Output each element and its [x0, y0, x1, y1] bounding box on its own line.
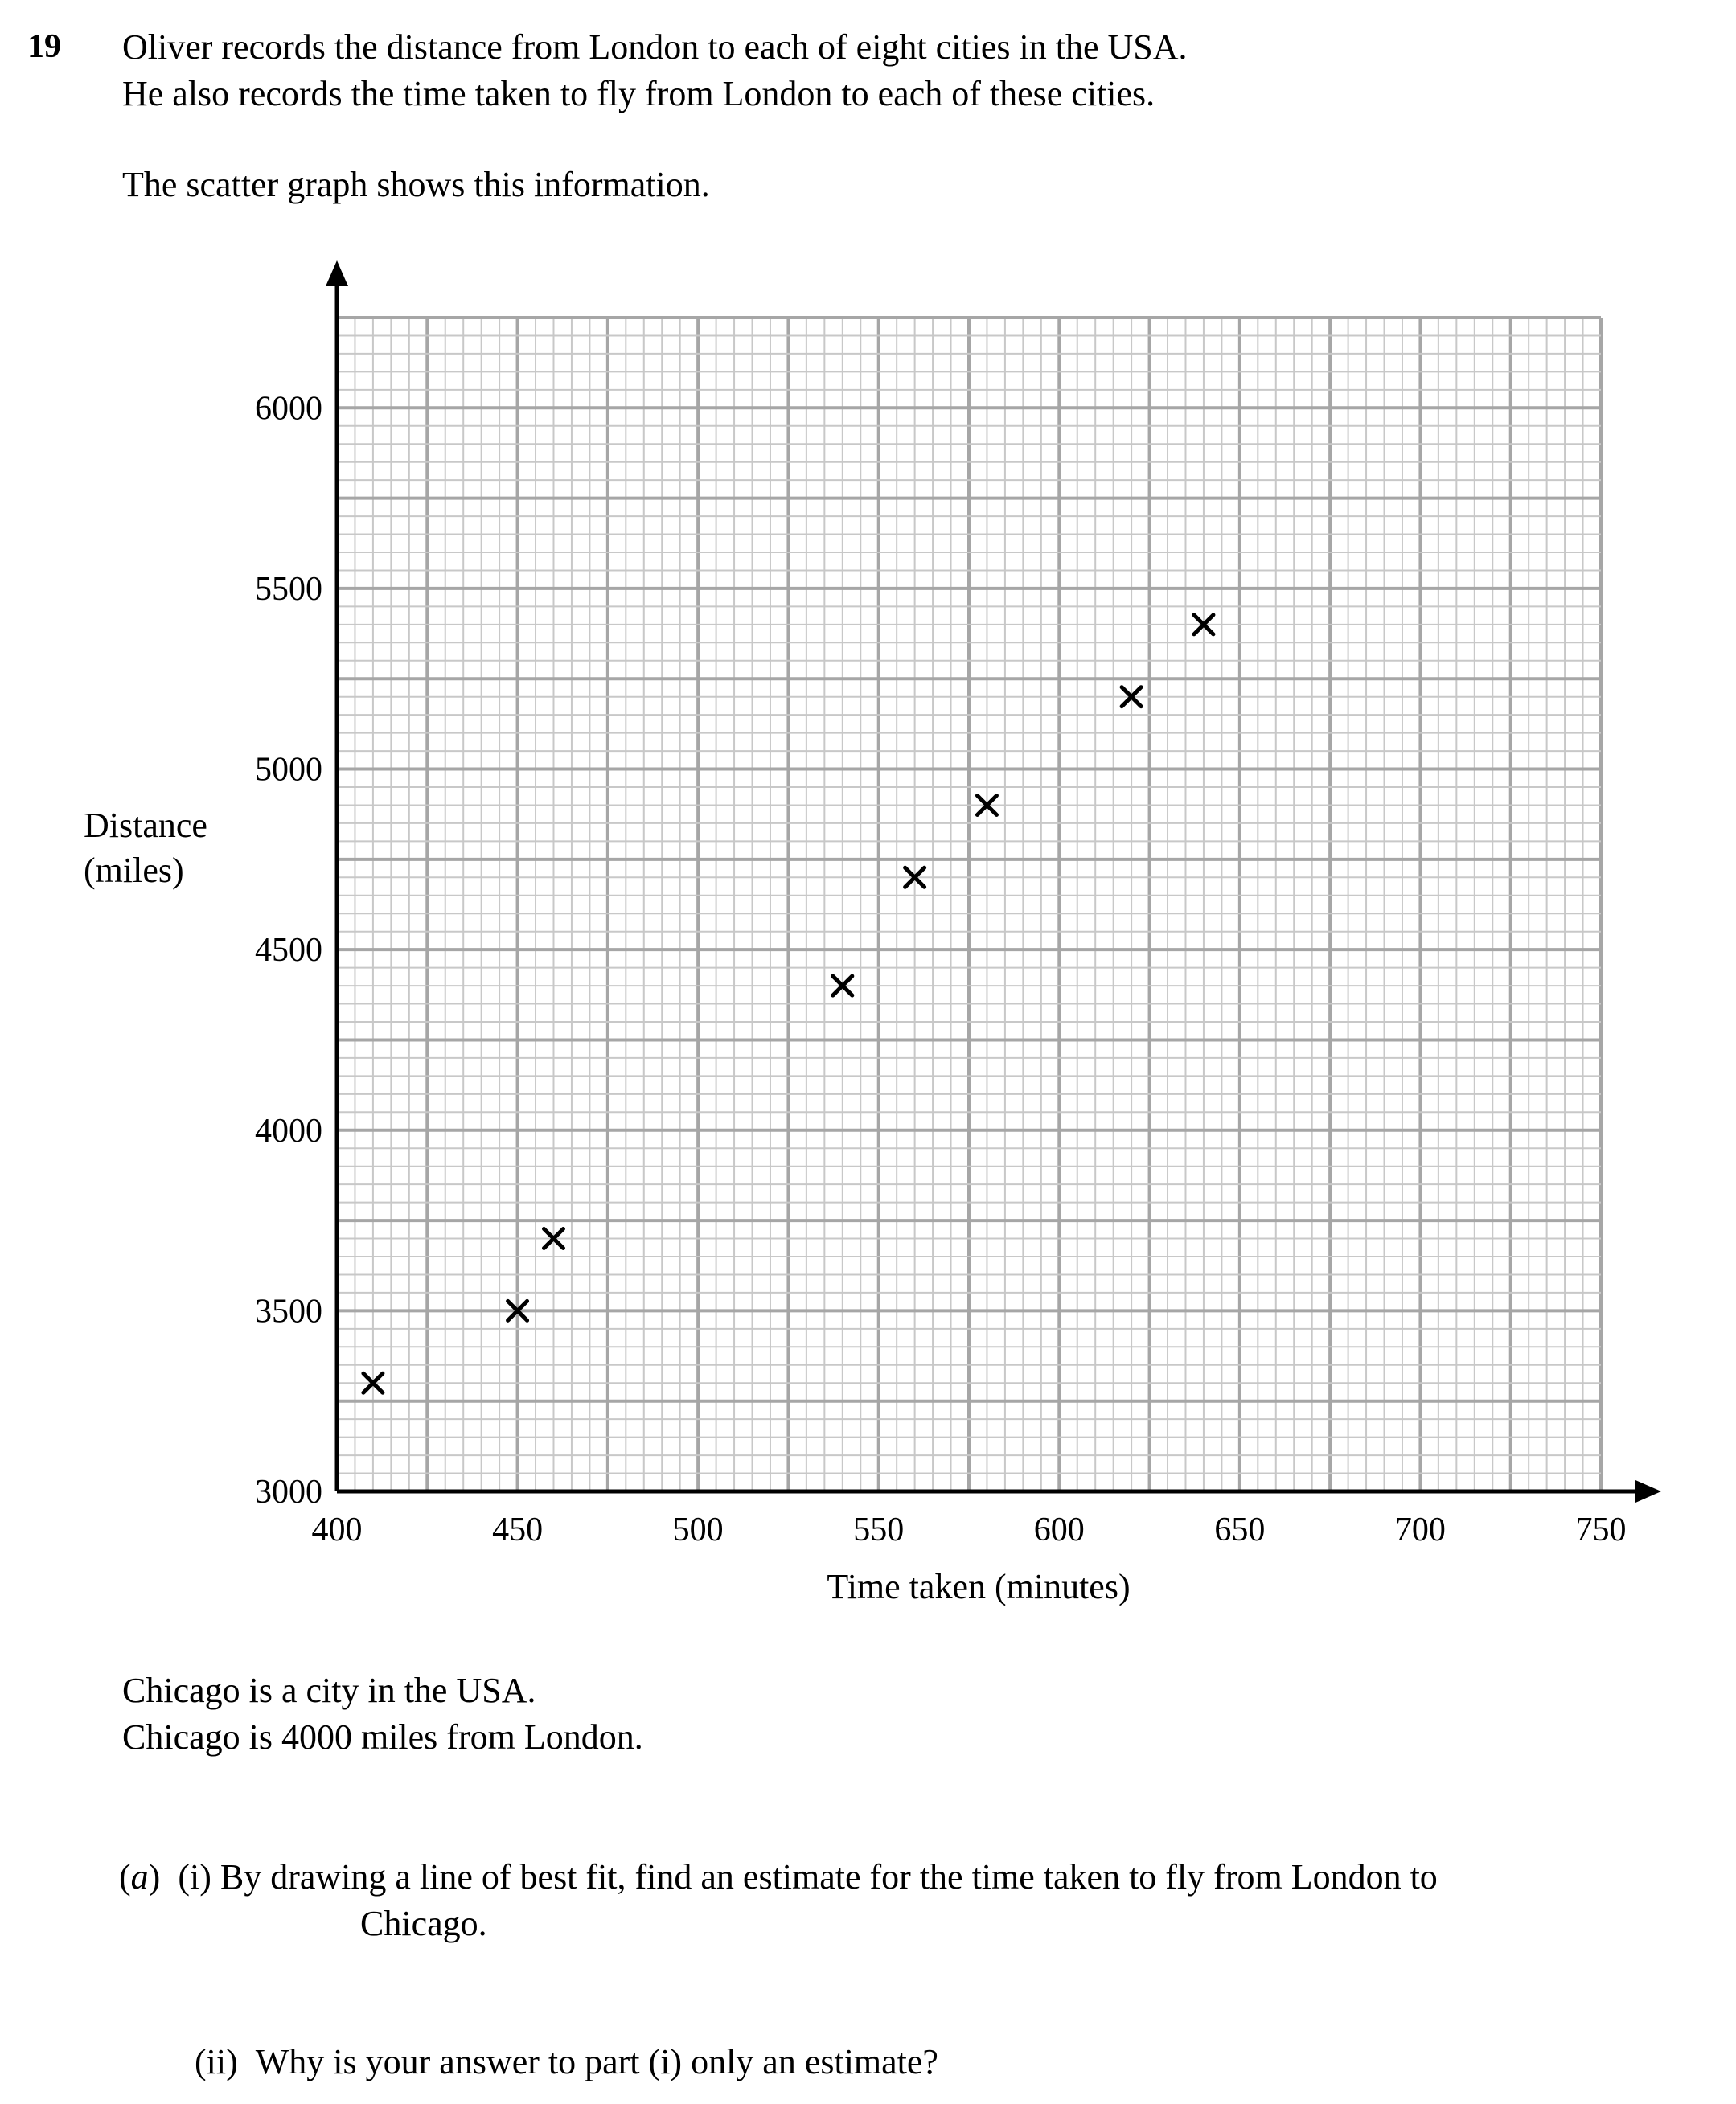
x-tick-label: 650 — [1214, 1511, 1266, 1548]
y-axis-title-line-2: (miles) — [84, 851, 184, 890]
question-number: 19 — [27, 28, 61, 65]
y-tick-label: 3000 — [255, 1474, 322, 1511]
y-axis-arrow — [326, 260, 348, 286]
intro-line-2: He also records the time taken to fly from London to each of these cities. — [122, 74, 1155, 113]
y-axis-title-line-1: Distance — [84, 806, 207, 845]
x-axis-title: Time taken (minutes) — [827, 1567, 1131, 1606]
part-a-sub-ii: (ii) — [195, 2042, 238, 2081]
y-tick-label: 4500 — [255, 932, 322, 970]
y-tick-label: 5000 — [255, 751, 322, 789]
x-tick-labels — [312, 1511, 1627, 1548]
y-tick-label: 5500 — [255, 570, 322, 608]
part-a: (a) (i) By drawing a line of best fit, find an estimate for the time taken to fly from London to Chicago. — [119, 1854, 1438, 1947]
y-tick-label: 6000 — [255, 390, 322, 428]
part-a-ii — [195, 2039, 938, 2086]
scatter-graph — [0, 241, 1736, 1640]
x-tick-label: 500 — [672, 1511, 724, 1548]
part-a-text-line-1: By drawing a line of best fit, find an estimate for the time taken to fly from London to — [220, 1857, 1438, 1897]
question-intro — [122, 24, 1188, 208]
part-a-ii-text: Why is your answer to part (i) only an estimate? — [255, 2042, 938, 2081]
info-line-1: Chicago is a city in the USA. — [122, 1671, 536, 1710]
intro-line-3: The scatter graph shows this information. — [122, 165, 710, 204]
part-a-sub-i: (i) — [178, 1857, 211, 1897]
part-a-label: a — [130, 1857, 149, 1897]
intro-line-1: Oliver records the distance from London to each of eight cities in the USA. — [122, 27, 1188, 67]
x-tick-label: 550 — [853, 1511, 905, 1548]
info-line-2: Chicago is 4000 miles from London. — [122, 1717, 643, 1757]
grid — [337, 318, 1601, 1491]
part-a-text-line-2: Chicago. — [360, 1904, 487, 1943]
chicago-info — [122, 1667, 643, 1761]
x-tick-label: 400 — [311, 1511, 363, 1548]
x-tick-label: 750 — [1575, 1511, 1627, 1548]
x-axis-arrow — [1635, 1480, 1661, 1503]
x-tick-label: 700 — [1394, 1511, 1446, 1548]
y-tick-label: 4000 — [255, 1112, 322, 1150]
x-tick-label: 600 — [1033, 1511, 1085, 1548]
x-tick-label: 450 — [492, 1511, 544, 1548]
y-tick-labels — [255, 390, 322, 1511]
axes — [326, 260, 1661, 1503]
y-tick-label: 3500 — [255, 1293, 322, 1331]
